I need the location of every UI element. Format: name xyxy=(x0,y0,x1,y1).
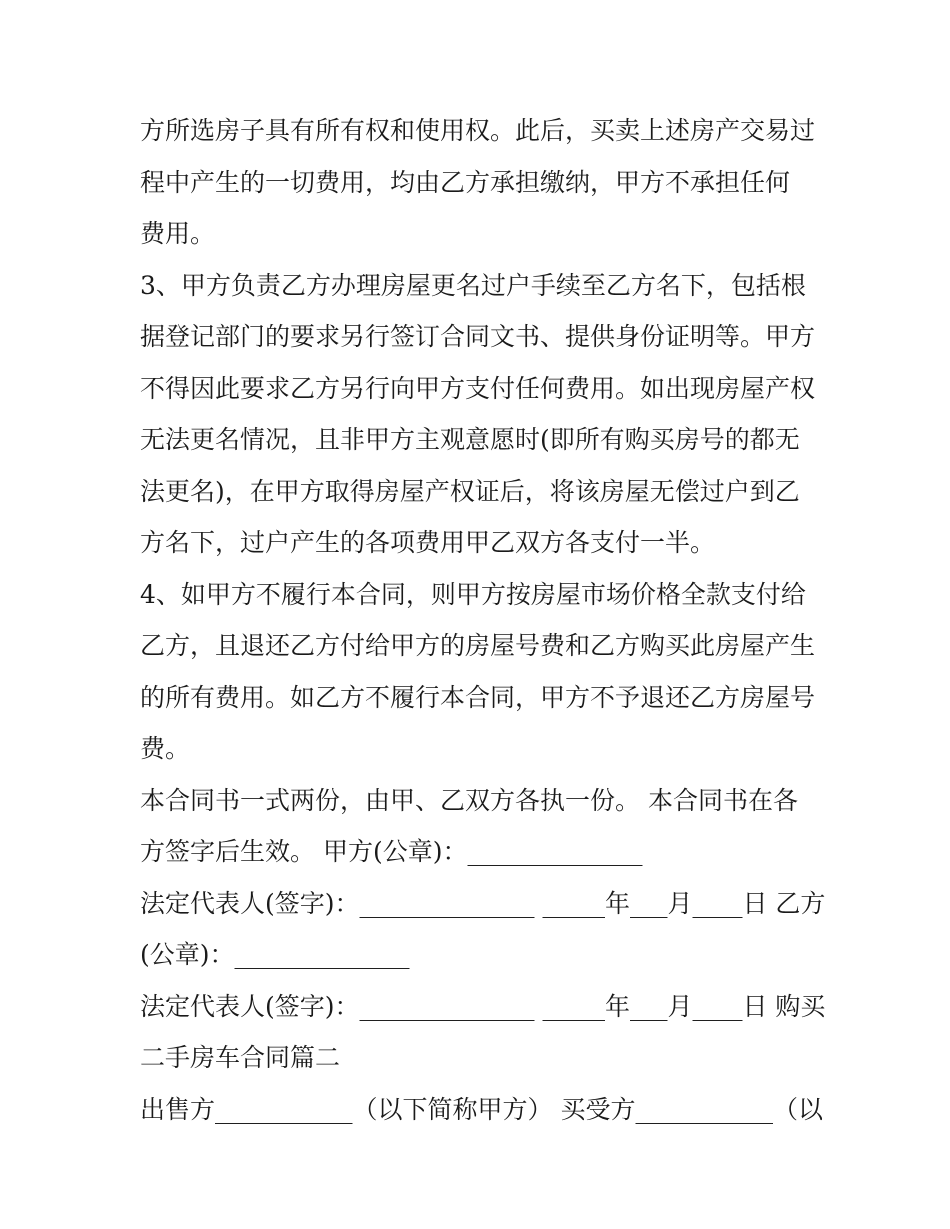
party-b-seal-line: (公章)：______________ xyxy=(140,940,410,969)
party-a-signature-line: 法定代表人(签字)：______________ _____年___月____日 乙方 xyxy=(140,888,826,918)
text-line: 的所有费用。如乙方不履行本合同，甲方不予退还乙方房屋号 xyxy=(140,682,816,712)
text-line: 据登记部门的要求另行签订合同文书、提供身份证明等。甲方 xyxy=(140,322,816,351)
text-line: 无法更名情况，且非甲方主观意愿时(即所有购买房号的都无 xyxy=(140,425,800,454)
seller-buyer-line: 出售方___________（以下简称甲方） 买受方___________（以 xyxy=(140,1094,823,1124)
contract-body xyxy=(140,105,830,1135)
party-b-signature-line: 法定代表人(签字)：______________ _____年___月____日 购买 xyxy=(140,991,826,1021)
clause-3-line: 3、甲方负责乙方办理房屋更名过户手续至乙方名下，包括根 xyxy=(140,270,806,300)
section-heading: 二手房车合同篇二 xyxy=(140,1043,341,1072)
text-line: 乙方，且退还乙方付给甲方的房屋号费和乙方购买此房屋产生 xyxy=(140,631,816,660)
text-line: 费用。 xyxy=(140,219,216,248)
clause-4-line: 4、如甲方不履行本合同，则甲方按房屋市场价格全款支付给 xyxy=(140,579,806,609)
text-line: 程中产生的一切费用，均由乙方承担缴纳，甲方不承担任何 xyxy=(140,167,791,197)
text-line: 不得因此要求乙方另行向甲方支付任何费用。如出现房屋产权 xyxy=(140,373,816,403)
text-line: 法更名)，在甲方取得房屋产权证后，将该房屋无偿过户到乙 xyxy=(140,476,800,506)
party-a-seal-line: 方签字后生效。 甲方(公章)：______________ xyxy=(140,837,643,866)
text-line: 方名下，过户产生的各项费用甲乙双方各支付一半。 xyxy=(140,528,716,557)
text-line: 方所选房子具有所有权和使用权。此后，买卖上述房产交易过 xyxy=(140,116,816,145)
text-line: 本合同书一式两份，由甲、乙双方各执一份。 本合同书在各 xyxy=(140,785,798,815)
text-line: 费。 xyxy=(140,734,191,763)
